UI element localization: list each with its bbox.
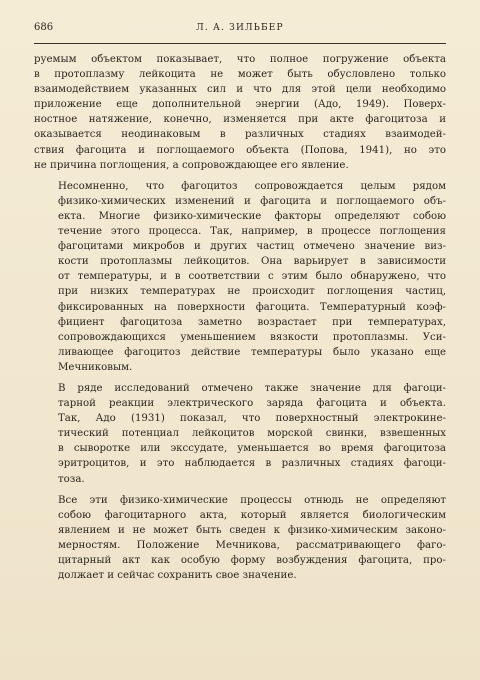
text-line: Мечниковым. — [58, 361, 133, 373]
text-line: Несомненно, что фагоцитоз сопровождается целым рядом — [58, 180, 446, 192]
text-line: в сыворотке или экссудате, уменьшается во время фагоцитоза — [58, 443, 446, 455]
text-line: тоза. — [58, 473, 85, 485]
text-line: Так, Адо (1931) показал, что поверхностный электрокинe- — [58, 413, 446, 425]
text-line: при низких температурах не происходит поглощения частиц, — [58, 286, 446, 298]
text-line: фагоцитами микробов и других частиц отмечено значение виз- — [58, 241, 446, 253]
text-line: екта. Многие физико-химические факторы определяют собою — [58, 210, 446, 222]
text-line: эритроцитов, и это наблюдается в различных стадиях фагоци- — [58, 458, 446, 470]
page-number: 686 — [34, 22, 54, 33]
header-rule — [34, 43, 446, 44]
text-line: ностное натяжение, конечно, изменяется при акте фагоцитоза и — [34, 114, 446, 126]
paragraph — [34, 179, 446, 375]
text-line: фициент фагоцитоза заметно возрастает при температурах, — [58, 316, 446, 328]
page-header — [34, 22, 446, 40]
text-line: физико-химических изменений и фагоцита и поглощаемого объ- — [58, 195, 446, 207]
text-line: кости протоплазмы лейкоцитов. Она варьирует в зависимости — [58, 256, 446, 268]
body-text — [34, 52, 446, 583]
text-line: не причина поглощения, а сопровождающее его явление. — [34, 159, 349, 171]
text-line: В ряде исследований отмечено также значение для фагоци- — [58, 382, 446, 394]
text-line: Все эти физико-химические процессы отнюдь не определяют — [58, 494, 446, 506]
text-line: приложение еще дополнительной энергии (Адо, 1949). Поверх- — [34, 99, 446, 111]
text-line: сопровождающихся уменьшением вязкости протоплазмы. Уси- — [58, 331, 446, 343]
text-line: тарной реакции электрического заряда фагоцита и объекта. — [58, 398, 446, 410]
text-line: фиксированных на поверхности фагоцита. Температурный коэф- — [58, 301, 446, 313]
paragraph — [34, 381, 446, 487]
text-line: оказывается неодинаковым в различных стадиях взаимодей- — [34, 129, 446, 141]
text-line: цитарный акт как особую форму возбуждения фагоцита, про- — [58, 555, 446, 566]
text-line: явлением и не может быть сведен к физико-химическим законо- — [58, 524, 446, 536]
text-line: мерностям. Положение Мечникова, рассматривающего фаго- — [58, 539, 446, 551]
text-line: в протоплазму лейкоцита не может быть обусловлено только — [34, 69, 446, 81]
text-line: тический потенциал лейкоцитов морской свинки, взвешенных — [58, 428, 446, 440]
text-line: течение этого процесса. Так, например, в процессе поглощения — [58, 226, 446, 238]
text-line: собою фагоцитарного акта, который является биологическим — [58, 509, 446, 521]
text-line: взаимодействием указанных сил и что для этой цели необходимо — [34, 84, 446, 96]
text-line: должает и сейчас сохранить свое значение. — [58, 570, 297, 582]
running-head: Л. А. ЗИЛЬБЕР — [196, 23, 284, 33]
text-line: ливающее фагоцитоз действие температуры было указано еще — [58, 346, 446, 358]
paragraph — [34, 52, 446, 173]
text-line: от температуры, и в соответствии с этим было обнаружено, что — [58, 271, 446, 283]
text-line: руемым объектом показывает, что полное погружение объекта — [34, 54, 446, 65]
text-line: ствия фагоцита и поглощаемого объекта (Попова, 1941), но это — [34, 144, 446, 156]
paragraph — [34, 493, 446, 584]
